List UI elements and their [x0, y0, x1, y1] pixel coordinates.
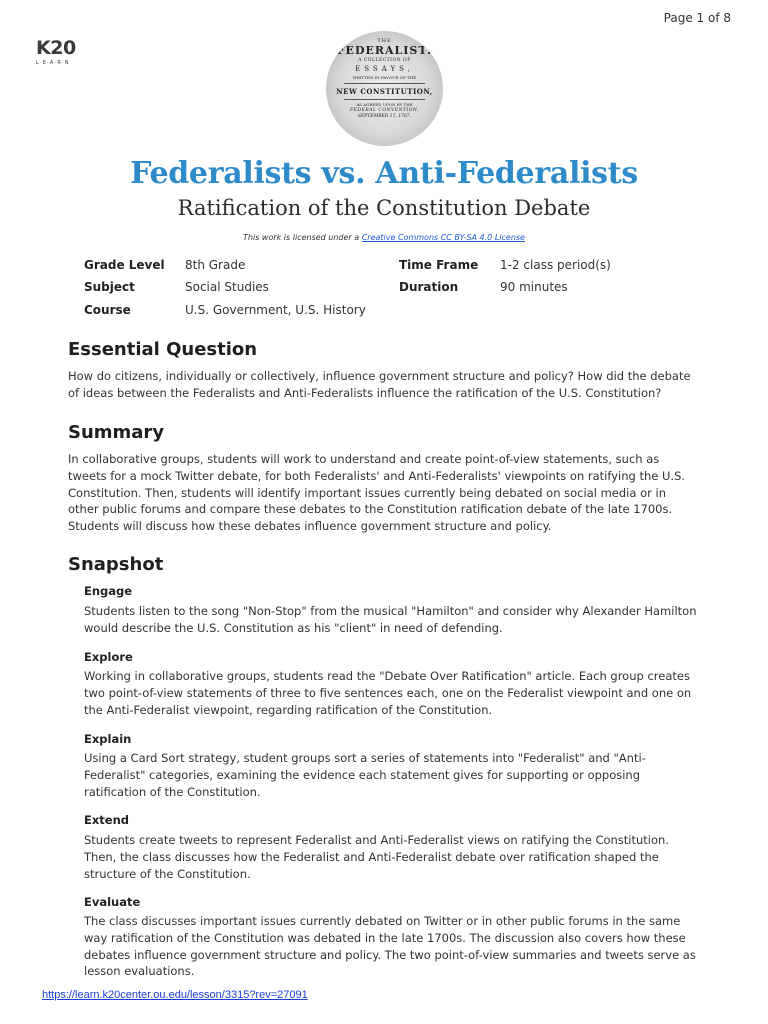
- engage-heading: Engage: [84, 584, 133, 598]
- course-value: U.S. Government, U.S. History: [185, 303, 366, 317]
- license-prefix: This work is licensed under a: [243, 233, 362, 242]
- subject-label: Subject: [84, 280, 135, 294]
- time-frame-label: Time Frame: [399, 258, 479, 272]
- federalist-title-page-image: [326, 31, 443, 146]
- course-label: Course: [84, 303, 131, 317]
- seal-rule: [344, 99, 426, 100]
- explore-heading: Explore: [84, 650, 133, 664]
- logo-tagline: L·E·A·R·N: [36, 60, 70, 66]
- snapshot-heading: Snapshot: [68, 554, 164, 575]
- seal-rule: [344, 83, 426, 84]
- engage-text: Students listen to the song "Non-Stop" from the musical "Hamilton" and consider why Alexander Hamilton would describe the U.S. Constitution as his "client" in need of defending.: [84, 604, 697, 635]
- lesson-title: Federalists vs. Anti-Federalists: [130, 156, 638, 191]
- k20-logo: [36, 39, 78, 66]
- seal-line-9: SEPTEMBER 17, 1787.: [357, 114, 412, 119]
- seal-line-1: THE: [377, 38, 392, 44]
- seal-line-7: AS AGREED UPON BY THE: [356, 102, 413, 107]
- info-row: [84, 280, 704, 298]
- duration-label: Duration: [399, 280, 459, 294]
- page-number: Page 1 of 8: [663, 11, 731, 25]
- seal-line-2: FEDERALIST:: [336, 44, 433, 57]
- time-frame-value: 1-2 class period(s): [500, 258, 611, 272]
- seal-line-8: FEDERAL CONVENTION,: [350, 108, 419, 113]
- extend-text: Students create tweets to represent Federalist and Anti-Federalist views on ratifying the Constitution. Then, the class discusses how the Federalist and Anti-Federalist debate over ratification shaped the structure of the Constitution.: [84, 833, 669, 881]
- explain-heading: Explain: [84, 732, 132, 746]
- duration-value: 90 minutes: [500, 280, 568, 294]
- summary-heading: Summary: [68, 422, 165, 443]
- subject-value: Social Studies: [185, 280, 269, 294]
- license-link[interactable]: Creative Commons CC BY-SA 4.0 License: [361, 233, 525, 242]
- summary-text: In collaborative groups, students will work to understand and create point-of-view statements, such as tweets for a mock Twitter debate, for both Federalists' and Anti-Federalists' viewpoints on ratifying the U.S. Constitution. Then, students will identify important issues currently being debated on social media or in other public forums and compare these debates to the Constitution ratification debate of the late 1700s. Students will discuss how these debates influence government structure and policy.: [68, 452, 686, 534]
- license-notice: [0, 233, 768, 242]
- logo-name: K20: [36, 37, 76, 59]
- essential-question-heading: Essential Question: [68, 339, 258, 360]
- info-row: [84, 258, 704, 276]
- seal-line-4: ESSAYS,: [355, 65, 414, 73]
- lesson-url-link[interactable]: https://learn.k20center.ou.edu/lesson/3315?rev=27091: [42, 989, 308, 1001]
- seal-line-5: WRITTEN IN FAVOUR OF THE: [352, 75, 417, 80]
- evaluate-text: The class discusses important issues currently debated on Twitter or in other public forums in the same way ratification of the Constitution was debated in the late 1700s. The discussion also covers how these debates influence government structure and policy. The two point-of-view summaries and tweets serve as lesson evaluations.: [84, 914, 696, 979]
- info-row: [84, 303, 704, 321]
- lesson-subtitle: Ratification of the Constitution Debate: [177, 196, 591, 220]
- grade-level-value: 8th Grade: [185, 258, 246, 272]
- seal-line-6: NEW CONSTITUTION,: [336, 87, 433, 96]
- evaluate-heading: Evaluate: [84, 895, 141, 909]
- explore-text: Working in collaborative groups, students read the "Debate Over Ratification" article. Each group creates two point-of-view statements of three to five sentences each, one on the Federalist viewpoint and one on the Anti-Federalist viewpoint, regarding ratification of the Constitution.: [84, 669, 692, 717]
- essential-question-text: How do citizens, individually or collectively, influence government structure and policy? How did the debate of ideas between the Federalists and Anti-Federalists influence the ratification of the U.S. Constitution?: [68, 369, 691, 400]
- grade-level-label: Grade Level: [84, 258, 165, 272]
- explain-text: Using a Card Sort strategy, student groups sort a series of statements into "Federalist" and "Anti-Federalist" categories, examining the evidence each statement gives for supporting or opposing ratification of the Constitution.: [84, 751, 646, 799]
- seal-line-3: A COLLECTION OF: [358, 58, 411, 63]
- extend-heading: Extend: [84, 813, 129, 827]
